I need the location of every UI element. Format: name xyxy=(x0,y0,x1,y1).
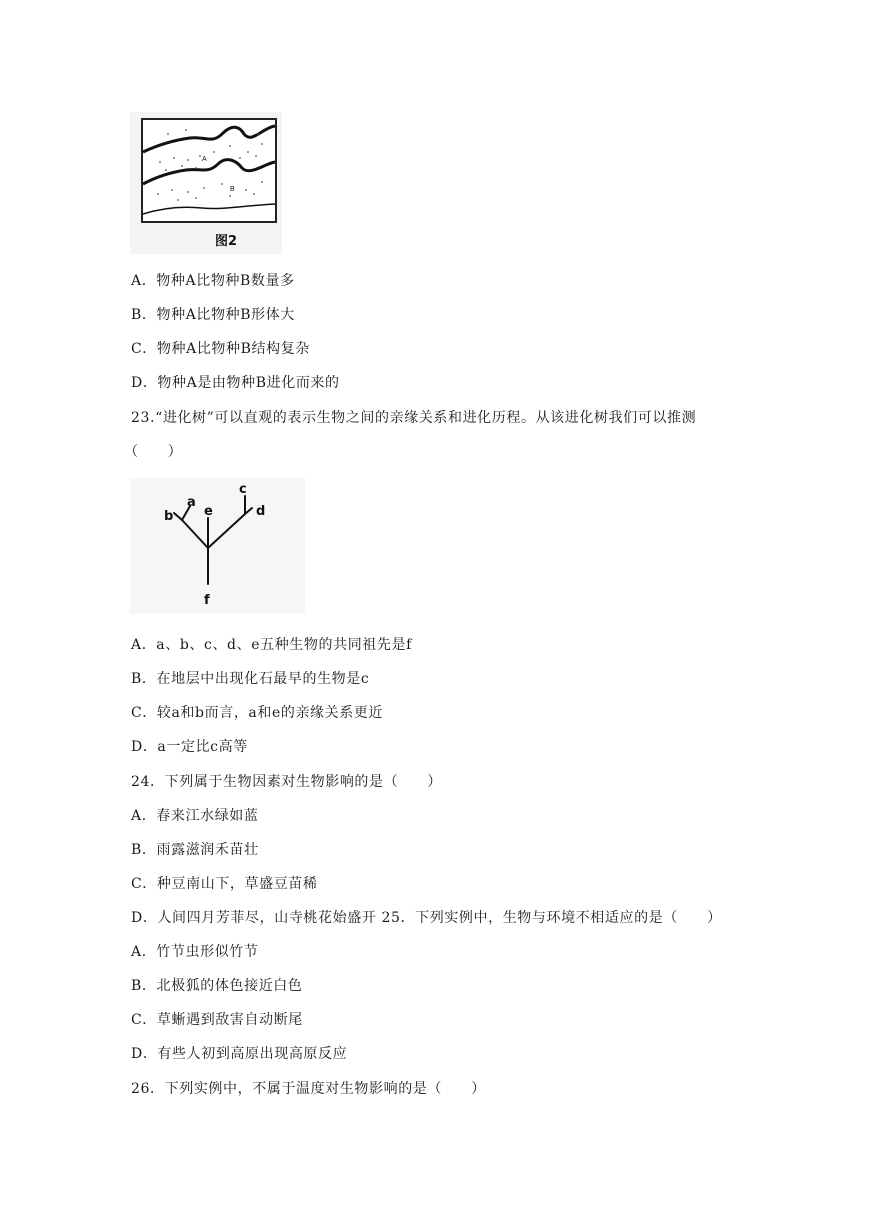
tree-label-e: e xyxy=(204,504,213,519)
q24-option-b: B．雨露滋润禾苗壮 xyxy=(131,842,259,858)
q22-option-a: A．物种A比物种B数量多 xyxy=(131,273,295,289)
q25-option-c: C．草蜥遇到敌害自动断尾 xyxy=(131,1012,303,1028)
tree-label-b: b xyxy=(164,509,174,524)
fossil-label-a: A xyxy=(202,156,207,163)
tree-label-d: d xyxy=(256,504,266,519)
q25-option-d: D．有些人初到高原出现高原反应 xyxy=(131,1046,348,1062)
strata-figure xyxy=(130,112,282,254)
q22-option-c: C．物种A比物种B结构复杂 xyxy=(131,341,310,357)
q25-option-b: B．北极狐的体色接近白色 xyxy=(131,978,303,994)
tree-label-a: a xyxy=(187,495,196,510)
q25-option-a: A．竹节虫形似竹节 xyxy=(131,944,259,960)
q23-stem-paren: （ ） xyxy=(124,444,183,460)
tree-label-c: c xyxy=(239,482,247,497)
q23-option-b: B．在地层中出现化石最早的生物是c xyxy=(131,671,370,687)
figure-caption: 图2 xyxy=(215,234,238,249)
q23-option-c: C．较a和b而言，a和e的亲缘关系更近 xyxy=(131,705,384,721)
q24-option-d-q25-stem: D．人间四月芳菲尽，山寺桃花始盛开 25．下列实例中，生物与环境不相适应的是（ ） xyxy=(131,910,722,926)
q26-stem: 26．下列实例中，不属于温度对生物影响的是（ ） xyxy=(131,1081,486,1097)
q24-option-c: C．种豆南山下，草盛豆苗稀 xyxy=(131,876,318,892)
fossil-label-b: B xyxy=(230,186,235,193)
q23-option-a: A．a、b、c、d、e五种生物的共同祖先是f xyxy=(131,637,412,653)
q22-option-d: D．物种A是由物种B进化而来的 xyxy=(131,375,340,391)
tree-label-f: f xyxy=(204,593,210,608)
evolution-tree-figure xyxy=(130,478,305,614)
q24-stem: 24．下列属于生物因素对生物影响的是（ ） xyxy=(131,774,443,790)
q23-option-d: D．a一定比c高等 xyxy=(131,739,248,755)
q22-option-b: B．物种A比物种B形体大 xyxy=(131,307,295,323)
q24-option-a: A．春来江水绿如蓝 xyxy=(131,808,259,824)
q23-stem: 23.“进化树”可以直观的表示生物之间的亲缘关系和进化历程。从该进化树我们可以推测 xyxy=(131,410,697,426)
